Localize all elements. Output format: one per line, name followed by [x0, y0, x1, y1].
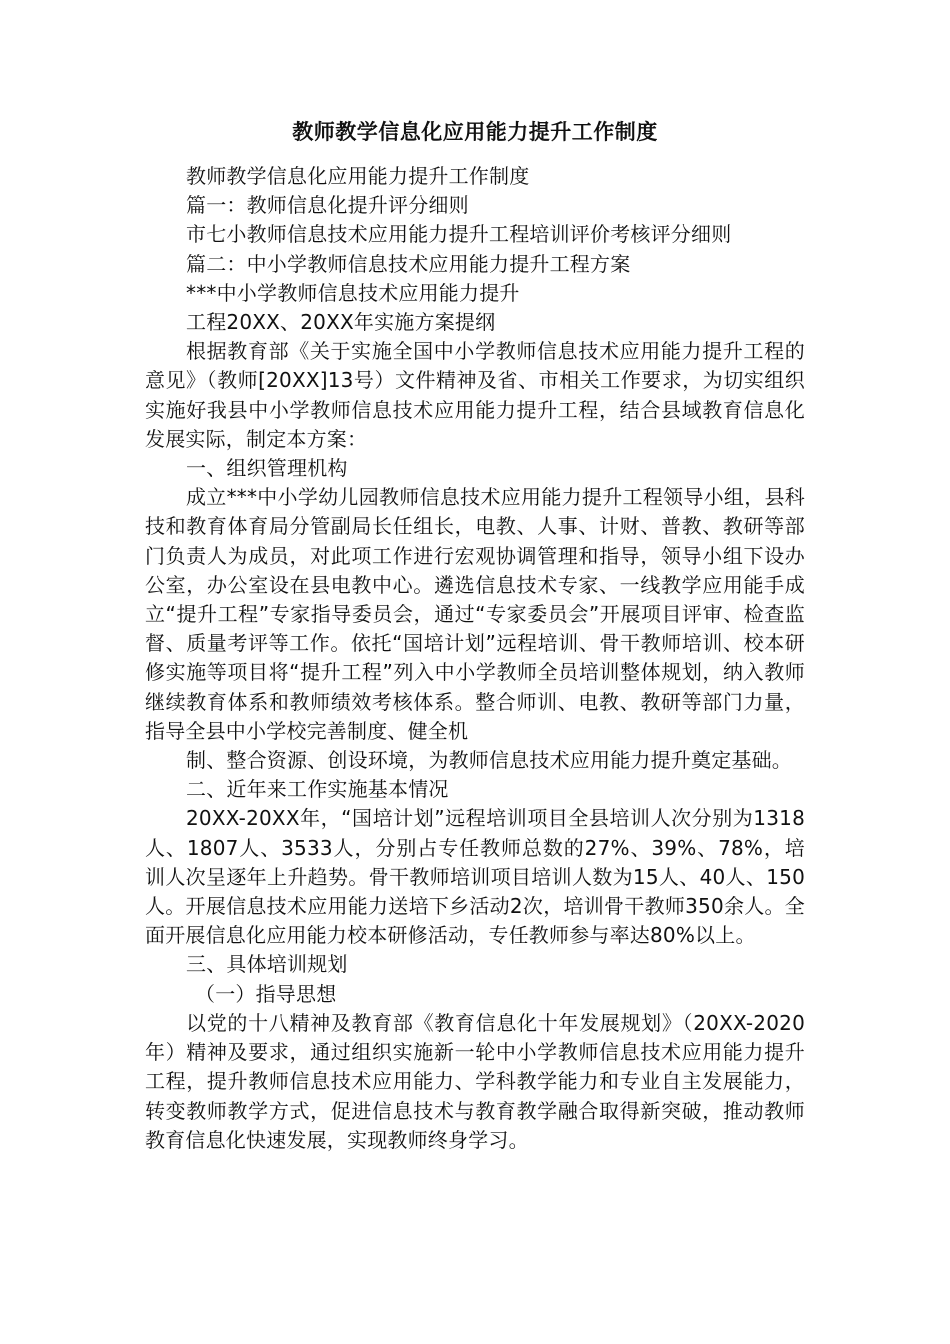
document-title: 教师教学信息化应用能力提升工作制度 [292, 120, 658, 144]
section-heading-implementation: 二、近年来工作实施基本情况 [186, 777, 449, 802]
paragraph-intro: 根据教育部《关于实施全国中小学教师信息技术应用能力提升工程的意见》（教师[20XX]13号）文件精神及省、市相关工作要求，为切实组织实施好我县中小学教师信息技术应用能力提升工程，结合县域教育信息化发展实际，制定本方案： [145, 339, 805, 451]
paragraph-plan-title-line-1: ***中小学教师信息技术应用能力提升 [186, 280, 520, 305]
paragraph-plan-title-line-2: 工程20XX、20XX年实施方案提纲 [186, 310, 496, 335]
paragraph-part-one-title: 市七小教师信息技术应用能力提升工程培训评价考核评分细则 [186, 222, 732, 247]
section-heading-training-plan: 三、具体培训规划 [186, 952, 348, 977]
subsection-heading-guiding-ideology: （一）指导思想 [195, 981, 337, 1006]
paragraph-subtitle: 教师教学信息化应用能力提升工作制度 [186, 164, 530, 188]
paragraph-organization: 成立***中小学幼儿园教师信息技术应用能力提升工程领导小组，县科技和教育体育局分管副局长任组长，电教、人事、计财、普教、教研等部门负责人为成员，对此项工作进行宏观协调管理和指导，领导小组下设办公室，办公室设在县电教中心。遴选信息技术专家、一线教学应用能手成立“提升工程”专家指导委员会，通过“专家委员会”开展项目评审、检查监督、质量考评等工作。依托“国培计划”远程培训、骨干教师培训、校本研修实施等项目将“提升工程”列入中小学教师全员培训整体规划，纳入教师继续教育体系和教师绩效考核体系。整合师训、电教、教研等部门力量，指导全县中小学校完善制度、健全机 [145, 485, 805, 743]
paragraph-part-one-heading: 篇一：教师信息化提升评分细则 [186, 193, 469, 218]
section-heading-organization: 一、组织管理机构 [186, 456, 348, 481]
paragraph-organization-continued: 制、整合资源、创设环境，为教师信息技术应用能力提升奠定基础。 [186, 748, 792, 773]
document-page [145, 112, 805, 1155]
paragraph-part-two-heading: 篇二：中小学教师信息技术应用能力提升工程方案 [186, 251, 631, 276]
paragraph-guiding-ideology: 以党的十八精神及教育部《教育信息化十年发展规划》（20XX-2020年）精神及要求，通过组织实施新一轮中小学教师信息技术应用能力提升工程，提升教师信息技术应用能力、学科教学能力和专业自主发展能力，转变教师教学方式，促进信息技术与教育教学融合取得新突破，推动教师教育信息化快速发展，实现教师终身学习。 [145, 1010, 805, 1152]
paragraph-implementation: 20XX-20XX年，“国培计划”远程培训项目全县培训人次分别为1318人、1807人、3533人，分别占专任教师总数的27%、39%、78%，培训人次呈逐年上升趋势。骨干教师培训项目培训人数为15人、40人、150人。开展信息技术应用能力送培下乡活动2次，培训骨干教师350余人。全面开展信息化应用能力校本研修活动，专任教师参与率达80%以上。 [145, 806, 805, 948]
